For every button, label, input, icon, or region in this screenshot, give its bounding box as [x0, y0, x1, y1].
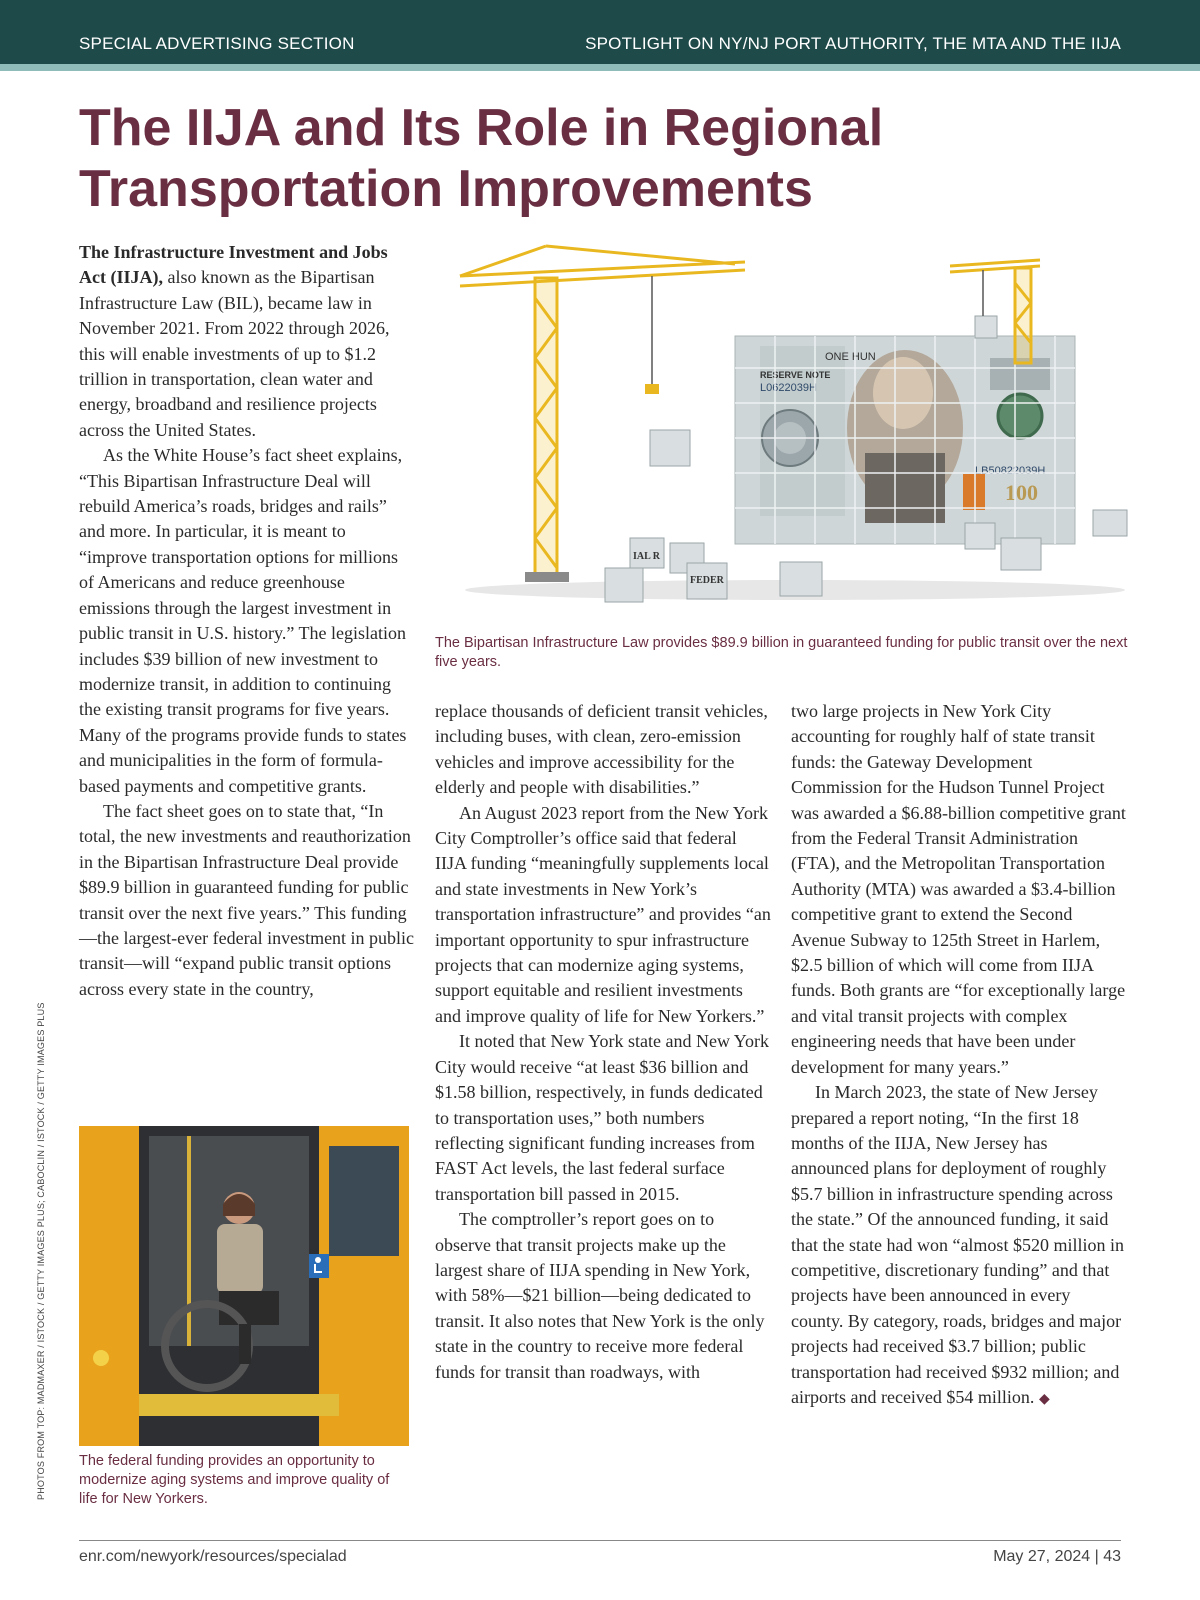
footer-date-page: May 27, 2024 | 43 — [993, 1548, 1121, 1565]
spotlight-label: SPOTLIGHT ON NY/NJ PORT AUTHORITY, THE MTA AND THE IIJA — [585, 34, 1121, 53]
bus-photo — [79, 1126, 409, 1446]
top-figure-caption: The Bipartisan Infrastructure Law provides $89.9 billion in guaranteed funding for public transit over the next five years. — [435, 635, 1128, 670]
footer-rule — [79, 1540, 1121, 1541]
crane-money-illustration — [435, 238, 1141, 618]
article-column-3 — [791, 699, 1127, 1412]
header-bar — [0, 0, 1200, 64]
paragraph-7 — [791, 1080, 1127, 1412]
footer-url[interactable]: enr.com/newyork/resources/specialad — [79, 1548, 347, 1565]
paragraph-3-continued: replace thousands of deficient transit vehicles, including buses, with clean, zero-emission vehicles and improve accessibility for the elderly and people with disabilities.” — [435, 701, 768, 798]
page-title — [79, 98, 1119, 220]
bus-photo-caption: The federal funding provides an opportunity to modernize aging systems and improve quality of life for New Yorkers. — [79, 1453, 390, 1507]
title-line-2: Transportation Improvements — [79, 160, 813, 218]
paragraph-7-text: In March 2023, the state of New Jersey prepared a report noting, “In the first 18 months of the IIJA, New Jersey has announced plans for deployment of roughly $5.7 billion in infrastructure spending across the state.” Of the announced funding, it said that the state had won “almost $520 million in competitive, discretionary funding” and that projects have been announced in every county. By category, roads, bridges and major projects had received $3.7 billion; public transportation had received $932 million; and airports and received $54 million. — [791, 1082, 1124, 1407]
header-rule — [0, 64, 1200, 71]
bill-top-text: ONE HUN — [825, 351, 876, 363]
bill-reserve-text: RESERVE NOTE — [760, 370, 831, 380]
crane-left-base — [525, 572, 569, 582]
bill-serial-left: L0622039H — [760, 382, 817, 394]
paragraph-5: It noted that New York state and New York City would receive “at least $36 billion and $1.58 billion, respectively, in funds dedicated to transportation uses,” both numbers reflecting significant funding increases from FAST Act levels, the last federal surface transportation bill passed in 2015. — [435, 1031, 769, 1204]
lead-in: The Infrastructure Investment and Jobs Act (IIJA), — [79, 242, 388, 288]
block-text-1: IAL R — [633, 551, 660, 562]
article-column-1 — [79, 240, 415, 1002]
block-text-2: FEDER — [690, 575, 724, 586]
section-label: SPECIAL ADVERTISING SECTION — [79, 34, 355, 53]
paragraph-1-text: also known as the Bipartisan Infrastructure Law (BIL), became law in November 2021. From 2022 through 2026, this will enable investments of up to $1.2 trillion in transportation, clean water and energy, broadband and resilience projects across the United States. — [79, 267, 390, 440]
paragraph-4: An August 2023 report from the New York City Comptroller’s office said that federal IIJA funding “meaningfully supplements local and state investments in New York’s transportation infrastructure” and provides “an important opportunity to spur infrastructure projects that can modernize aging systems, support equitable and resilient investments and improve quality of life for New Yorkers.” — [435, 802, 771, 1026]
dollar-bill-wall — [735, 336, 1075, 544]
paragraph-1 — [79, 240, 415, 443]
paragraph-2: As the White House’s fact sheet explains, “This Bipartisan Infrastructure Deal will rebuild America’s roads, bridges and rails” and more. In particular, it is meant to “improve transportation options for millions of Americans and reduce greenhouse emissions through the largest investment in public transit in U.S. history.” The legislation includes $39 billion of new investment to modernize transit, in addition to continuing the existing transit programs for five years. Many of the programs provide funds to states and municipalities in the form of formula-based payments and competitive grants. — [79, 445, 407, 796]
end-mark-icon: ◆ — [1038, 1391, 1050, 1407]
photo-credit: PHOTOS FROM TOP: MADMAXER / ISTOCK / GETTY IMAGES PLUS; CABOCLIN / ISTOCK / GETTY IMAGES PLUS — [36, 1002, 46, 1500]
bill-serial-right: LB50822039H — [975, 465, 1046, 477]
bus-wheelchair-illustration — [79, 1126, 409, 1446]
article-column-2 — [435, 699, 771, 1385]
paragraph-3: The fact sheet goes on to state that, “In total, the new investments and reauthorization in the Bipartisan Infrastructure Deal provide $89.9 billion in guaranteed funding for public transit over the next five years.” This funding—the largest-ever federal investment in public transit—will “expand public transit options across every state in the country, — [79, 800, 415, 999]
paragraph-6: The comptroller’s report goes on to observe that transit projects make up the largest share of IIJA spending in New York, with 58%—$21 billion—being dedicated to transit. It also notes that New York is the only state in the country to receive more federal funds for transit than roadways, with — [435, 1209, 765, 1382]
bill-denomination: 100 — [1005, 480, 1038, 505]
paragraph-6-continued: two large projects in New York City accounting for roughly half of state transit funds: the Gateway Development Commission for the Hudson Tunnel Project was awarded a $6.88-billion competitive grant from the Federal Transit Administration (FTA), and the Metropolitan Transportation Authority (MTA) was awarded a $3.4-billion competitive grant to extend the Second Avenue Subway to 125th Street in Harlem, $2.5 billion of which will come from IIJA funds. Both grants are “for exceptionally large and vital transit projects with complex engineering needs that have been under development for many years.” — [791, 701, 1126, 1077]
title-line-1: The IIJA and Its Role in Regional — [79, 99, 884, 157]
